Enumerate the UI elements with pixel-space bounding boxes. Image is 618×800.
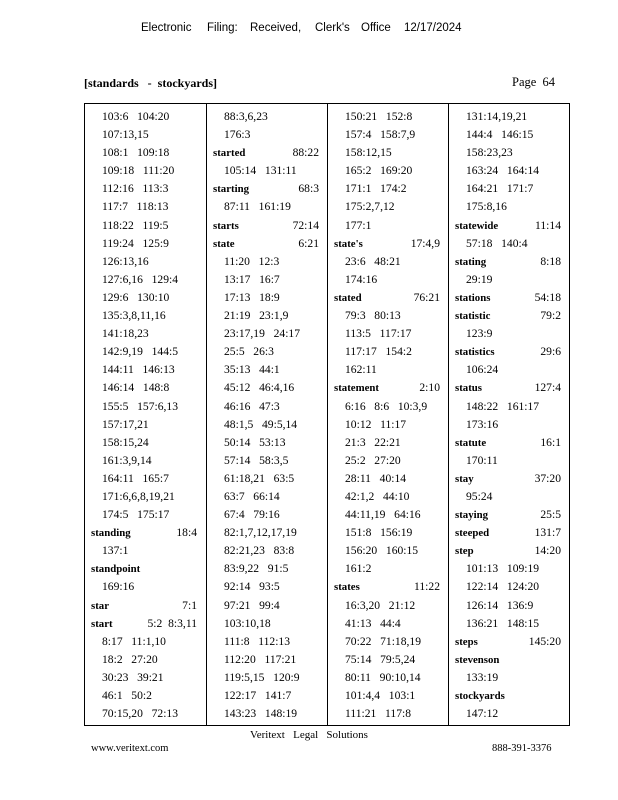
index-term: states — [334, 581, 360, 594]
index-reference-line: 112:16 113:3 — [102, 182, 169, 196]
index-term: star — [91, 599, 109, 612]
index-reference: 37:20 — [534, 471, 561, 485]
index-reference: 145:20 — [528, 634, 561, 648]
index-reference: 2:10 — [419, 381, 440, 395]
index-term: stevenson — [455, 653, 500, 666]
index-term: staying — [455, 509, 488, 522]
index-term: stated — [334, 291, 362, 304]
index-reference: 68:3 — [298, 182, 319, 196]
index-term-line — [449, 633, 569, 651]
index-reference-line: 169:16 — [102, 580, 135, 594]
index-reference: 5:2 8:3,11 — [147, 616, 197, 630]
index-reference: 18:4 — [176, 526, 197, 540]
index-reference-line: 6:16 8:6 10:3,9 — [345, 399, 428, 413]
index-reference-line: 165:2 169:20 — [345, 164, 413, 178]
index-range-header: [standards - stockyards] — [84, 76, 218, 90]
index-reference-line: 155:5 157:6,13 — [102, 399, 179, 413]
index-reference-line: 25:5 26:3 — [224, 345, 274, 359]
index-reference-line: 177:1 — [345, 218, 372, 232]
index-reference-line: 35:13 44:1 — [224, 363, 280, 377]
index-term-line — [449, 470, 569, 488]
index-reference: 11:14 — [535, 218, 561, 232]
index-term-line — [449, 307, 569, 325]
index-reference-line: 101:13 109:19 — [466, 562, 540, 576]
stamp-filing: Filing: — [207, 22, 238, 34]
index-term-line — [449, 289, 569, 307]
index-reference-line: 61:18,21 63:5 — [224, 471, 295, 485]
index-reference-line: 117:7 118:13 — [102, 200, 169, 214]
footer-company: Veritext Legal Solutions — [250, 729, 368, 741]
index-reference-line: 148:22 161:17 — [466, 399, 540, 413]
index-column-4 — [449, 108, 569, 723]
index-term-line — [85, 524, 205, 542]
index-reference-line: 103:6 104:20 — [102, 110, 170, 123]
index-reference-line: 18:2 27:20 — [102, 652, 158, 666]
index-reference-line: 10:12 11:17 — [345, 417, 407, 431]
index-reference-line: 164:21 171:7 — [466, 182, 534, 196]
stamp-received: Received, — [250, 22, 302, 34]
index-reference: 76:21 — [413, 290, 440, 304]
index-term-line — [328, 235, 448, 253]
index-reference-line: 127:6,16 129:4 — [102, 272, 179, 286]
index-reference-line: 157:17,21 — [102, 417, 149, 431]
index-reference-line: 157:4 158:7,9 — [345, 128, 416, 142]
index-term: statistic — [455, 310, 491, 323]
index-reference-line: 126:14 136:9 — [466, 598, 534, 612]
index-reference-line: 17:13 18:9 — [224, 290, 280, 304]
index-reference-line: 42:1,2 44:10 — [345, 489, 410, 503]
index-reference-line: 113:5 117:17 — [345, 327, 412, 341]
index-reference-line: 97:21 99:4 — [224, 598, 280, 612]
index-reference-line: 133:19 — [466, 670, 499, 684]
index-reference-line: 63:7 66:14 — [224, 489, 280, 503]
index-reference-line: 161:3,9,14 — [102, 453, 152, 467]
index-reference: 131:7 — [534, 526, 561, 540]
index-reference-line: 146:14 148:8 — [102, 381, 170, 395]
index-reference-line: 123:9 — [466, 327, 493, 341]
index-reference-line: 111:21 117:8 — [345, 707, 412, 721]
index-reference-line: 151:8 156:19 — [345, 526, 413, 540]
index-reference-line: 103:10,18 — [224, 616, 271, 630]
index-term-line — [449, 343, 569, 361]
index-term: statute — [455, 436, 487, 449]
index-column-3 — [328, 108, 448, 723]
index-term-line — [449, 379, 569, 397]
index-reference-line: 101:4,4 103:1 — [345, 689, 416, 702]
index-term-line — [449, 542, 569, 560]
index-reference-line: 45:12 46:4,16 — [224, 381, 295, 395]
index-reference: 72:14 — [292, 218, 319, 232]
index-reference-line: 48:1,5 49:5,14 — [224, 417, 298, 431]
index-term-line — [207, 180, 327, 198]
index-reference-line: 170:11 — [466, 453, 498, 467]
index-column-1 — [85, 108, 205, 723]
index-reference-line: 109:18 111:20 — [102, 164, 175, 178]
index-reference-line: 57:18 140:4 — [466, 236, 528, 250]
index-term: status — [455, 382, 482, 395]
index-reference-line: 137:1 — [102, 544, 129, 558]
index-term-line — [449, 253, 569, 271]
index-term-line — [85, 597, 205, 615]
filing-stamp-header — [0, 22, 618, 36]
index-term: statement — [334, 382, 379, 395]
index-reference-line: 144:4 146:15 — [466, 128, 534, 142]
index-reference-line: 83:9,22 91:5 — [224, 562, 289, 576]
index-reference-line: 87:11 161:19 — [224, 200, 291, 214]
index-reference-line: 147:12 — [466, 707, 499, 721]
index-term-line — [449, 506, 569, 524]
index-reference-line: 174:5 175:17 — [102, 508, 170, 522]
index-reference-line: 13:17 16:7 — [224, 272, 280, 286]
index-reference-line: 50:14 53:13 — [224, 435, 286, 449]
index-column-2 — [207, 108, 327, 723]
index-reference: 29:6 — [540, 345, 561, 359]
index-reference-line: 119:5,15 120:9 — [224, 670, 300, 684]
index-term-line — [449, 687, 569, 705]
stamp-office: Office — [361, 22, 391, 34]
index-term-line — [85, 615, 205, 633]
index-reference: 79:2 — [540, 309, 561, 323]
index-reference-line: 80:11 90:10,14 — [345, 670, 421, 684]
index-reference-line: 176:3 — [224, 128, 251, 142]
index-reference-line: 57:14 58:3,5 — [224, 453, 289, 467]
index-term: state — [213, 237, 235, 250]
index-reference-line: 129:6 130:10 — [102, 290, 170, 304]
index-reference-line: 88:3,6,23 — [224, 110, 268, 123]
index-reference: 127:4 — [534, 381, 561, 395]
index-reference-line: 82:1,7,12,17,19 — [224, 526, 297, 540]
index-term: stockyards — [455, 690, 505, 702]
index-reference: 11:22 — [414, 580, 440, 594]
index-reference-line: 118:22 119:5 — [102, 218, 169, 232]
index-term: steeped — [455, 527, 490, 540]
index-term-line — [449, 217, 569, 235]
index-reference-line: 112:20 117:21 — [224, 652, 297, 666]
index-reference-line: 171:6,6,8,19,21 — [102, 489, 175, 503]
index-reference-line: 122:14 124:20 — [466, 580, 540, 594]
index-reference: 8:18 — [540, 254, 561, 268]
index-reference-line: 46:16 47:3 — [224, 399, 280, 413]
index-reference-line: 141:18,23 — [102, 327, 149, 341]
index-reference-line: 25:2 27:20 — [345, 453, 401, 467]
index-term: steps — [455, 635, 478, 648]
index-term: stations — [455, 291, 491, 304]
index-reference-line: 158:15,24 — [102, 435, 149, 449]
stamp-date: 12/17/2024 — [404, 22, 462, 34]
index-term: starting — [213, 183, 249, 196]
index-term-line — [328, 578, 448, 596]
index-reference-line: 70:22 71:18,19 — [345, 634, 422, 648]
index-reference-line: 175:2,7,12 — [345, 200, 395, 214]
index-reference-line: 23:17,19 24:17 — [224, 327, 301, 341]
index-term-line — [449, 434, 569, 452]
index-reference-line: 92:14 93:5 — [224, 580, 280, 594]
index-term: standing — [91, 527, 131, 540]
index-reference-line: 79:3 80:13 — [345, 309, 401, 323]
index-term-line — [328, 379, 448, 397]
index-reference-line: 106:24 — [466, 363, 499, 377]
index-reference-line: 136:21 148:15 — [466, 616, 540, 630]
index-reference-line: 171:1 174:2 — [345, 182, 407, 196]
index-term: standpoint — [91, 563, 141, 576]
index-reference-line: 30:23 39:21 — [102, 670, 164, 684]
index-reference-line: 131:14,19,21 — [466, 110, 528, 123]
footer-website: www.veritext.com — [91, 743, 169, 754]
index-reference-line: 107:13,15 — [102, 128, 149, 142]
index-reference-line: 23:6 48:21 — [345, 254, 401, 268]
index-term-line — [85, 560, 205, 578]
index-reference-line: 16:3,20 21:12 — [345, 598, 416, 612]
index-reference-line: 142:9,19 144:5 — [102, 345, 179, 359]
index-reference-line: 82:21,23 83:8 — [224, 544, 295, 558]
page-number: Page 64 — [512, 75, 556, 89]
index-reference: 88:22 — [292, 146, 319, 160]
index-reference-line: 11:20 12:3 — [224, 254, 280, 268]
footer-phone: 888-391-3376 — [492, 743, 552, 754]
index-reference-line: 164:11 165:7 — [102, 471, 169, 485]
index-term: statistics — [455, 346, 495, 359]
index-reference: 6:21 — [298, 236, 319, 250]
index-term-line — [328, 289, 448, 307]
index-reference-line: 163:24 164:14 — [466, 164, 540, 178]
index-term-line — [207, 235, 327, 253]
index-reference-line: 162:11 — [345, 363, 377, 377]
index-reference-line: 111:8 112:13 — [224, 634, 291, 648]
index-term: state's — [334, 237, 363, 250]
stamp-electronic: Electronic — [141, 22, 192, 34]
index-reference-line: 150:21 152:8 — [345, 110, 413, 123]
index-term: start — [91, 617, 113, 630]
index-reference: 7:1 — [182, 598, 197, 612]
index-reference-line: 21:19 23:1,9 — [224, 309, 289, 323]
index-reference-line: 144:11 146:13 — [102, 363, 175, 377]
index-reference: 17:4,9 — [410, 236, 440, 250]
index-reference-line: 161:2 — [345, 562, 372, 576]
word-index-table — [84, 103, 570, 726]
index-reference-line: 156:20 160:15 — [345, 544, 419, 558]
index-term: statewide — [455, 219, 499, 232]
index-reference-line: 126:13,16 — [102, 254, 149, 268]
index-term: stating — [455, 255, 487, 268]
index-reference-line: 158:23,23 — [466, 146, 513, 160]
index-term-line — [207, 144, 327, 162]
index-reference-line: 28:11 40:14 — [345, 471, 407, 485]
index-reference-line: 95:24 — [466, 489, 493, 503]
index-reference-line: 117:17 154:2 — [345, 345, 412, 359]
index-term-line — [207, 217, 327, 235]
index-reference-line: 21:3 22:21 — [345, 435, 401, 449]
index-term: started — [213, 147, 246, 160]
index-reference-line: 41:13 44:4 — [345, 616, 401, 630]
index-reference-line: 143:23 148:19 — [224, 707, 298, 721]
index-reference-line: 8:17 11:1,10 — [102, 634, 166, 648]
index-reference-line: 122:17 141:7 — [224, 689, 292, 702]
index-reference-line: 158:12,15 — [345, 146, 392, 160]
index-reference: 16:1 — [540, 435, 561, 449]
index-reference: 54:18 — [534, 290, 561, 304]
index-term: starts — [213, 219, 239, 232]
index-reference-line: 29:19 — [466, 272, 493, 286]
stamp-clerks: Clerk's — [315, 22, 350, 34]
index-term: step — [455, 545, 474, 558]
index-reference-line: 175:8,16 — [466, 200, 507, 214]
index-reference-line: 67:4 79:16 — [224, 508, 280, 522]
index-reference-line: 135:3,8,11,16 — [102, 309, 166, 323]
index-term-line — [449, 651, 569, 669]
index-reference-line: 108:1 109:18 — [102, 146, 170, 160]
index-term: stay — [455, 472, 474, 485]
index-reference-line: 75:14 79:5,24 — [345, 652, 416, 666]
index-reference-line: 46:1 50:2 — [102, 689, 152, 702]
index-reference-line: 173:16 — [466, 417, 499, 431]
index-reference-line: 44:11,19 64:16 — [345, 508, 421, 522]
index-reference-line: 119:24 125:9 — [102, 236, 169, 250]
index-reference-line: 174:16 — [345, 272, 378, 286]
index-reference-line: 105:14 131:11 — [224, 164, 297, 178]
index-reference: 25:5 — [540, 508, 561, 522]
index-term-line — [449, 524, 569, 542]
index-reference-line: 70:15,20 72:13 — [102, 707, 179, 721]
index-reference: 14:20 — [534, 544, 561, 558]
